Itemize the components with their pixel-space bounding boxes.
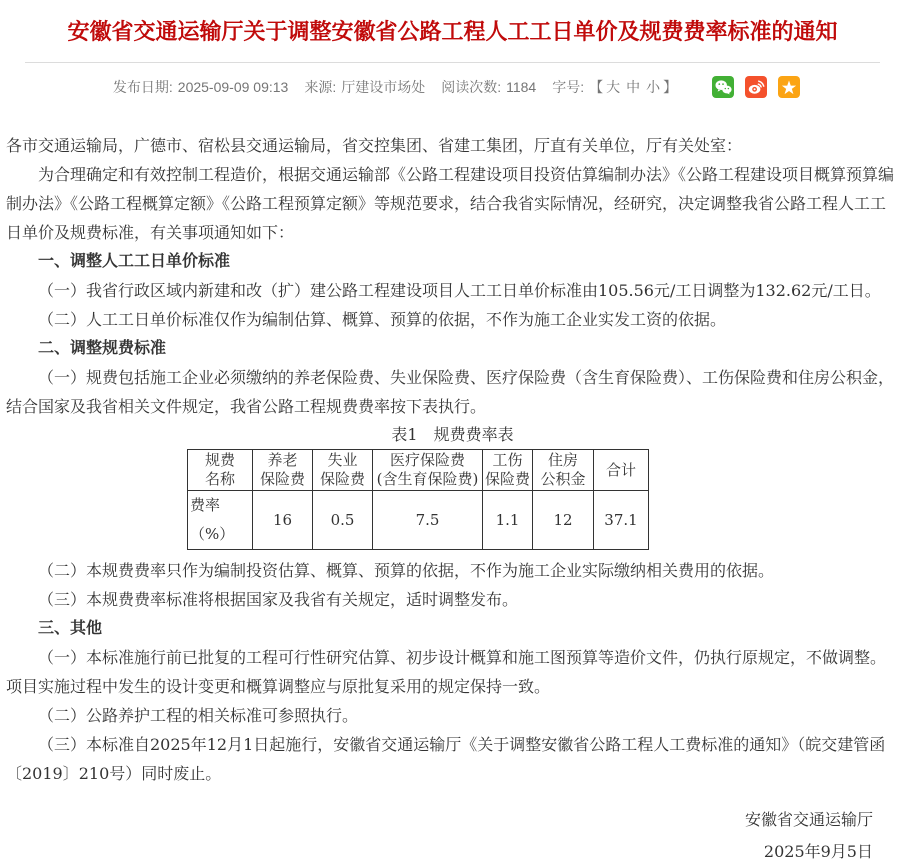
header-housing-fund-line2: 公积金	[540, 470, 586, 488]
qzone-star-share-icon[interactable]	[778, 76, 800, 98]
font-size-bracket-close: 】	[663, 79, 678, 95]
source	[304, 77, 425, 97]
view-count	[441, 77, 536, 97]
salutation: 各市交通运输局，广德市、宿松县交通运输局，省交控集团、省建工集团，厅直有关单位，厅有关处室：	[6, 136, 743, 155]
section-3-item-3: （三）本标准自2025年12月1日起施行，安徽省交通运输厅《关于调整安徽省公路工程人工费标准的通知》（皖交建管函〔2019〕210号）同时废止。	[6, 735, 886, 783]
header-total-line1: 合计	[605, 460, 636, 479]
header-fee-name	[188, 450, 253, 491]
meta-bar	[0, 72, 905, 102]
rate-housing-fund: 12	[533, 491, 594, 550]
font-size-small-button[interactable]: 小	[646, 79, 661, 95]
font-size-label: 字号:	[552, 79, 585, 95]
header-medical-line1: 医疗保险费	[389, 451, 465, 469]
notice-body	[0, 131, 905, 788]
source-label: 来源:	[304, 79, 337, 95]
page-title: 安徽省交通运输厅关于调整安徽省公路工程人工工日单价及规费费率标准的通知	[67, 19, 838, 44]
view-count-label: 阅读次数:	[441, 79, 502, 95]
rate-row-label: 费率（%）	[188, 491, 253, 550]
header-pension-line2: 保险费	[259, 470, 305, 488]
section-2-heading: 二、调整规费标准	[38, 340, 167, 357]
publish-date-value: 2025-09-09 09:13	[177, 79, 289, 95]
header-housing-fund-line1: 住房	[547, 451, 578, 469]
rate-unemployment: 0.5	[313, 491, 373, 550]
header-injury	[483, 450, 533, 491]
font-size-large-button[interactable]: 大	[606, 79, 621, 95]
weibo-share-icon[interactable]	[745, 76, 767, 98]
header-housing-fund	[533, 450, 594, 491]
share-buttons	[701, 76, 800, 98]
header-unemployment	[313, 450, 373, 491]
header-fee-name-line1: 规费	[204, 451, 235, 469]
section-1-item-2: （二）人工工日单价标准仅作为编制估算、概算、预算的依据，不作为施工企业实发工资的依据。	[38, 310, 727, 329]
source-value: 厅建设市场处	[341, 79, 426, 95]
section-2-item-1: （一）规费包括施工企业必须缴纳的养老保险费、失业保险费、医疗保险费（含生育保险费）、工伤保险费和住房公积金，结合国家及我省相关文件规定，我省公路工程规费费率按下表执行。	[6, 368, 895, 416]
title-divider	[25, 62, 880, 63]
header-pension	[253, 450, 313, 491]
section-2-item-2: （二）本规费费率只作为编制投资估算、概算、预算的依据，不作为施工企业实际缴纳相关费用的依据。	[38, 561, 775, 580]
intro-paragraph: 为合理确定和有效控制工程造价，根据交通运输部《公路工程建设项目投资估算编制办法》《公路工程建设项目概算预算编制办法》《公路工程概算定额》《公路工程预算定额》等规范要求，结合我省实际情况，经研究，决定调整我省公路工程人工工日单价及规费标准，有关事项通知如下：	[6, 165, 895, 242]
rate-total: 37.1	[594, 491, 649, 550]
view-count-value: 1184	[506, 79, 537, 95]
header-total	[594, 450, 649, 491]
rate-pension: 16	[253, 491, 313, 550]
fee-table-data-row	[188, 491, 649, 550]
font-size-medium-button[interactable]: 中	[626, 79, 641, 95]
header-injury-line2: 保险费	[485, 470, 531, 488]
wechat-share-icon[interactable]	[712, 76, 734, 98]
publish-date	[113, 77, 288, 97]
header-unemployment-line2: 保险费	[319, 470, 365, 488]
header-fee-name-line2: 名称	[204, 470, 235, 488]
section-2-item-3: （三）本规费费率标准将根据国家及我省有关规定，适时调整发布。	[38, 590, 519, 609]
signature-org: 安徽省交通运输厅	[744, 810, 873, 829]
section-3-heading: 三、其他	[38, 620, 103, 637]
section-1-heading: 一、调整人工工日单价标准	[38, 253, 231, 270]
section-3-item-2: （二）公路养护工程的相关标准可参照执行。	[38, 706, 359, 725]
publish-date-label: 发布日期:	[112, 79, 173, 95]
rate-injury: 1.1	[483, 491, 533, 550]
header-medical-line2: (含生育保险费)	[376, 470, 479, 488]
font-size-control	[552, 77, 677, 97]
table-caption: 表1 规费费率表	[391, 425, 514, 444]
header-injury-line1: 工伤	[492, 451, 523, 469]
header-pension-line1: 养老	[267, 451, 298, 469]
fee-rate-table	[187, 449, 649, 550]
font-size-bracket-open: 【	[589, 79, 604, 95]
signature-date: 2025年9月5日	[763, 842, 873, 861]
fee-table-header-row	[188, 450, 649, 491]
section-1-item-1: （一）我省行政区域内新建和改（扩）建公路工程建设项目人工工日单价标准由105.56元/工日调整为132.62元/工日。	[38, 281, 881, 300]
signature-block	[0, 804, 905, 868]
section-3-item-1: （一）本标准施行前已批复的工程可行性研究估算、初步设计概算和施工图预算等造价文件，仍执行原规定，不做调整。项目实施过程中发生的设计变更和概算调整应与原批复采用的规定保持一致。	[6, 648, 887, 696]
header-unemployment-line1: 失业	[327, 451, 358, 469]
rate-medical: 7.5	[373, 491, 483, 550]
header-medical	[373, 450, 483, 491]
